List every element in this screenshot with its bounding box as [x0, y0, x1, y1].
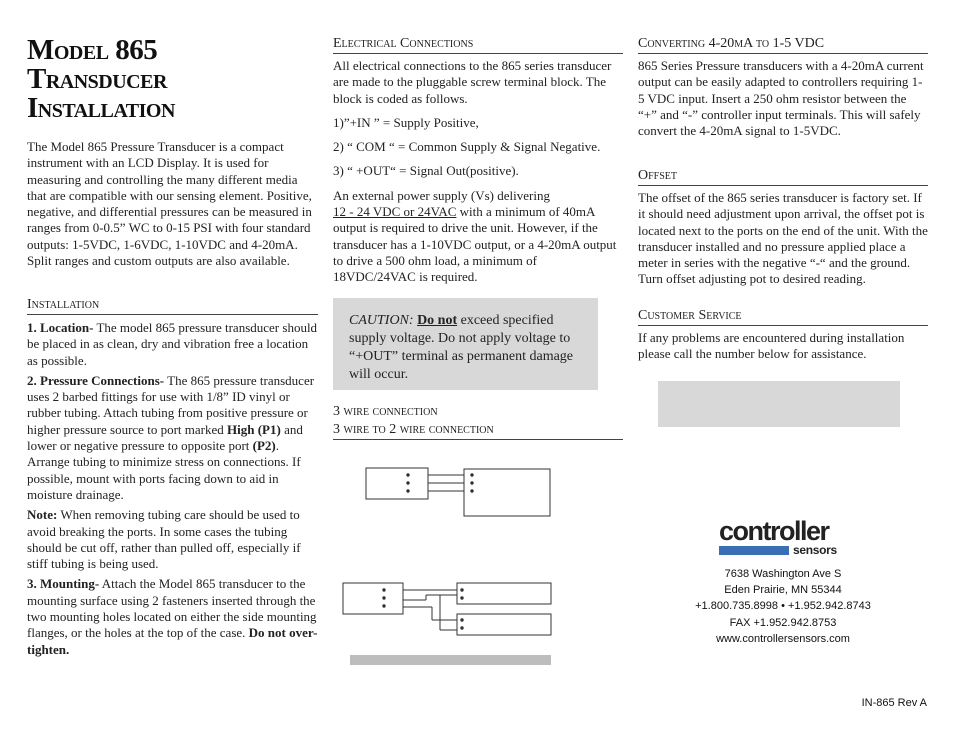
address-city: Eden Prairie, MN 55344 [724, 584, 842, 597]
wiring-heading-1: 3 wire connection [333, 404, 438, 419]
offset-section [638, 168, 928, 288]
converting-text: 865 Series Pressure transducers with a 4-20mA current output can be easily adapted to controllers requiring 1-5 VDC input. Insert a 250 ohm resistor between the “+” and “-” controller input terminals. This will safely convert the 4-20mA signal to 1-5VDC. [638, 58, 924, 139]
terminal-item-3: 3) “ +OUT“ = Signal Out(positive). [333, 163, 519, 179]
diagram-footer-bar [350, 655, 551, 665]
note-paragraph [27, 507, 318, 572]
power-supply-block [457, 583, 551, 604]
installation-section [27, 297, 318, 658]
wiring-heading-2: 3 wire to 2 wire connection [333, 422, 494, 437]
transducer-block-1 [366, 468, 428, 499]
page-title [27, 36, 317, 123]
pressure-text-1: The 865 pressure transducer uses 2 barbed fittings for use with 1/8” ID vinyl or rubber tubing. Attach tubing from positive pressure or higher pressure source to port marked [27, 372, 315, 437]
caution-label: CAUTION: [349, 313, 414, 328]
location-label: 1. Location- [27, 320, 94, 335]
service-heading: Customer Service [638, 308, 928, 326]
address-phone: +1.800.735.8998 • +1.952.942.8743 [695, 600, 871, 613]
converting-section [638, 36, 928, 139]
offset-text: The offset of the 865 series transducer is factory set. If it should need adjustment upon arrival, the offset pot is located next to the ports on the end of the unit. With the transducer installed and no pressure applied place a meter in series with the negative “-“ and the ground. Turn offset adjusting pot to desired reading. [638, 190, 928, 287]
title-line-1: Model 865 [27, 34, 158, 66]
mounting-label: 3. Mounting- [27, 576, 100, 592]
address-fax: FAX +1.952.942.8753 [729, 616, 837, 629]
terminal-item-1: 1)”+IN ” = Supply Positive, [333, 114, 479, 130]
pressure-text-3: . Arrange tubing to minimize stress on connections. If possible, mount with ports facing down to aid in moisture drainage. [27, 438, 301, 502]
transducer-block-2 [343, 583, 403, 614]
title-line-3: Installation [27, 92, 175, 124]
pressure-text-2: and lower or negative pressure to opposite port [27, 421, 303, 454]
supply-pre: An external power supply (Vs) delivering [333, 187, 550, 203]
service-text: If any problems are encountered during installation please call the number below for assistance. [638, 330, 905, 362]
offset-heading: Offset [638, 168, 928, 186]
logo-wordmark: controller [719, 516, 829, 546]
logo-subtext: sensors [793, 543, 837, 557]
document-id: IN-865 Rev A [861, 697, 927, 709]
installation-heading: Installation [27, 297, 318, 315]
note-label: Note: [27, 507, 58, 523]
controller-block-2 [457, 614, 551, 635]
pressure-paragraph [27, 373, 318, 503]
gray-placeholder-box [658, 381, 900, 427]
electrical-heading: Electrical Connections [333, 36, 623, 54]
mounting-text: Attach the Model 865 transducer to the mounting surface using 2 fasteners inserted through the two mounting holes located on either the side mounting flanges, or the holes at the top of the case. [27, 576, 317, 641]
logo-accent-bar [719, 546, 789, 555]
caution-text [349, 312, 593, 384]
terminal-item-2: 2) “ COM “ = Common Supply & Signal Negative. [333, 139, 601, 155]
caution-do-not: Do not [417, 313, 458, 328]
electrical-section [333, 36, 623, 286]
note-text: When removing tubing care should be used to avoid breaking the ports. In some cases the tubing should be cut off, rather than pulled off, especially if stiff tubing is being used. [27, 507, 301, 572]
caution-body: exceed specified supply voltage. Do not apply voltage to “+OUT” terminal as permanent damage will occur. [349, 313, 574, 382]
controller-block-1 [464, 469, 550, 516]
mounting-paragraph [27, 576, 318, 657]
electrical-intro: All electrical connections to the 865 series transducer are made to the pluggable screw terminal block. The block is coded as follows. [333, 58, 612, 106]
location-paragraph [27, 320, 318, 369]
contact-address [638, 566, 928, 647]
converting-heading: Converting 4-20mA to 1-5 VDC [638, 36, 928, 54]
pressure-label: 2. Pressure Connections- [27, 372, 165, 388]
supply-voltage: 12 - 24 VDC or 24VAC [333, 204, 457, 220]
location-text: The model 865 pressure transducer should be placed in as clean, dry and vibration free a location as possible. [27, 320, 318, 368]
wiring-heading [333, 403, 623, 440]
mounting-warning: Do not over-tighten. [27, 625, 318, 657]
wiring-diagram [340, 455, 555, 670]
title-line-2: Transducer [27, 63, 167, 95]
pressure-p2-port: (P2) [252, 438, 276, 454]
supply-post: with a minimum of 40mA output is required to drive the unit. However, if the transducer has a 1-10VDC output, or a 4-20mA output to drive a 500 ohm load, a minimum of 18VDC/24VAC is required. [333, 204, 617, 285]
company-logo [719, 517, 859, 557]
two-wire-diagram [343, 583, 551, 635]
service-section [638, 308, 928, 363]
address-website: www.controllersensors.com [716, 632, 850, 645]
pressure-high-port: High (P1) [227, 421, 281, 437]
supply-paragraph [333, 188, 623, 286]
intro-paragraph: The Model 865 Pressure Transducer is a compact instrument with an LCD Display. It is used for measuring and controlling the many different media that are compatible with our sensing element. Positive, negative, and differential pressures can be measured in ranges from 0-0.5” WC to 0-15 PSI with four standard outputs: 1-5VDC, 1-6VDC, 1-10VDC and 4-20mA. Split ranges and custom outputs are also available. [27, 139, 312, 269]
three-wire-diagram [366, 468, 550, 516]
address-street: 7638 Washington Ave S [724, 568, 842, 580]
caution-box [333, 298, 598, 390]
